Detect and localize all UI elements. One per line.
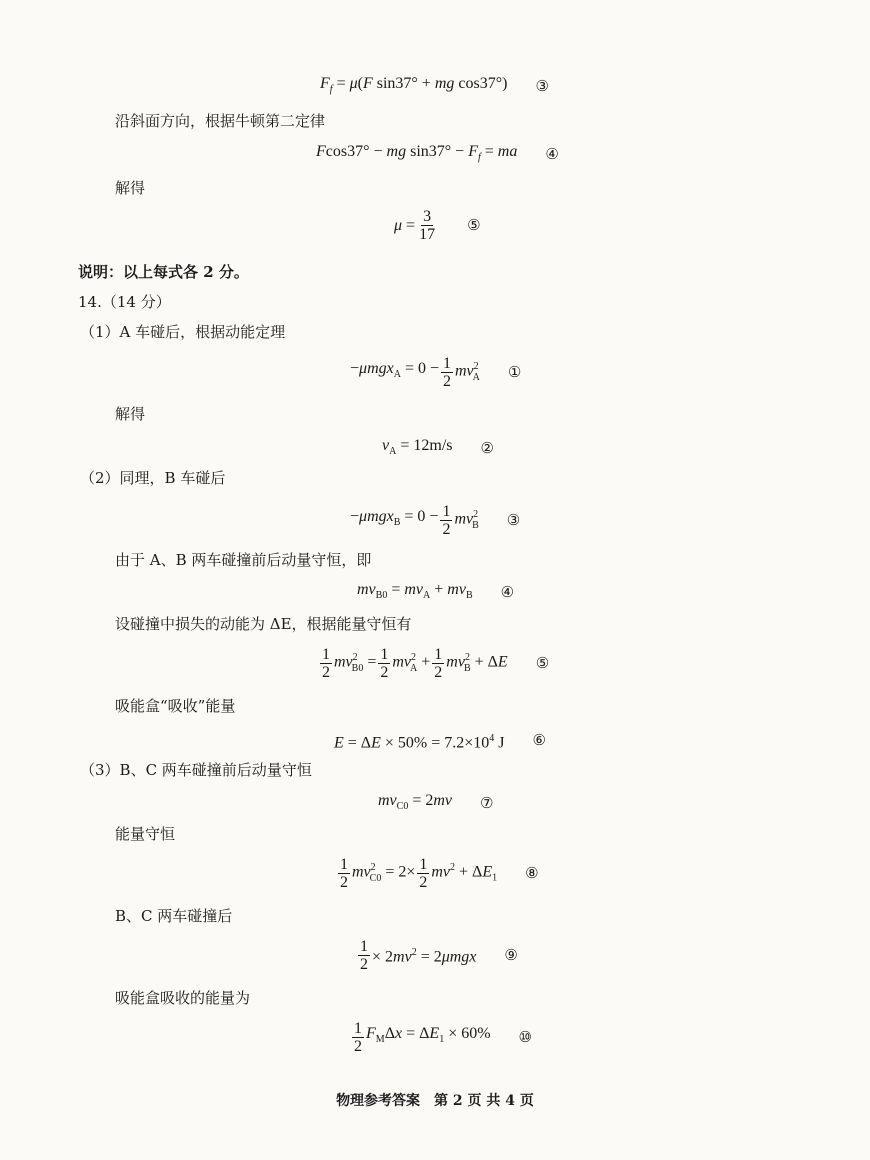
equation-number: ⑤ [467, 217, 481, 234]
equation-number: ③ [506, 512, 521, 529]
equation-number: ③ [535, 79, 549, 96]
paragraph-text: 解得 [115, 405, 146, 423]
paragraph-text: 能量守恒 [115, 825, 176, 843]
equation-va: $v_A = 12m/s$ ② [382, 437, 494, 458]
scoring-note: 说明：以上每式各 2 分。 [78, 263, 249, 281]
part-heading: （2）同理，B 车碰后 [80, 469, 226, 487]
equation-number: ⑨ [504, 947, 518, 964]
equation-energy-ab: $\frac{1}{2}$ $mv^2_{B0}$ = $\frac{1}{2}$ $mv^2_A$ + $\frac{1}{2}$ $mv^2_B + \Delta E$ ⑤ [322, 646, 550, 681]
equation-number: ⑥ [532, 733, 546, 750]
part-heading: （3）B、C 两车碰撞前后动量守恒 [80, 761, 312, 779]
equation-newton: Fcos37° − mg $\sin 37^\circ - F_f$ = ma ④ [316, 143, 559, 164]
equation-number: ⑧ [525, 865, 539, 882]
equation-friction: $F_f = \mu(F$ sin37° + mg cos37°) ③ [320, 75, 549, 96]
equation-friction-work: $\frac{1}{2}$ × $2mv^2 = 2\mu mgx$ ⑨ [360, 938, 518, 973]
equation-work-energy-b: −μmgx$_B$ = 0 − $\frac{1}{2}$ $mv^2_B$ ③ [350, 503, 521, 538]
part-heading: （1）A 车碰后，根据动能定理 [80, 323, 286, 341]
equation-number: ⑤ [535, 655, 550, 672]
question-title: 14.（14 分） [78, 293, 171, 311]
page-footer: 物理参考答案 第 2 页 共 4 页 [336, 1093, 534, 1109]
equation-momentum-ab: $mv_{B0} = mv_A + mv_B$ ④ [357, 581, 515, 602]
equation-number: ① [507, 364, 522, 381]
equation-number: ⑩ [518, 1029, 532, 1046]
equation-work-energy-a: −μmgx$_A$ = 0 − $\frac{1}{2}$ $mv^2_A$ ① [350, 355, 522, 390]
equation-number: ⑦ [480, 796, 494, 813]
paragraph-text: B、C 两车碰撞后 [115, 907, 233, 925]
equation-number: ② [480, 441, 494, 458]
equation-box-energy: $\frac{1}{2}$ $F_M\Delta x = \Delta E_1 \times 60\%$ ⑩ [354, 1020, 532, 1055]
equation-number: ④ [500, 585, 515, 602]
paragraph-text: 解得 [115, 179, 146, 197]
equation-absorbed-energy: $E = \Delta E \times 50\% = 7.2\times 10^4$ J ⑥ [334, 733, 546, 752]
paragraph-text: 沿斜面方向，根据牛顿第二定律 [115, 112, 326, 130]
paragraph-text: 吸能盒“吸收”能量 [115, 697, 236, 715]
paragraph-text: 由于 A、B 两车碰撞前后动量守恒，即 [115, 551, 372, 569]
equation-energy-bc: $\frac{1}{2}$ $mv^2_{C0} = 2\times$ $\frac{1}{2}$ $mv^2 + \Delta E_1$ ⑧ [340, 856, 539, 891]
equation-number: ④ [545, 147, 559, 164]
equation-momentum-bc: $mv_{C0} = 2mv$ ⑦ [378, 792, 494, 813]
paragraph-text: 设碰撞中损失的动能为 ΔE，根据能量守恒有 [115, 615, 412, 633]
paragraph-text: 吸能盒吸收的能量为 [115, 989, 251, 1007]
equation-mu: μ = $\frac{3}{17}$ ⑤ [394, 208, 481, 243]
